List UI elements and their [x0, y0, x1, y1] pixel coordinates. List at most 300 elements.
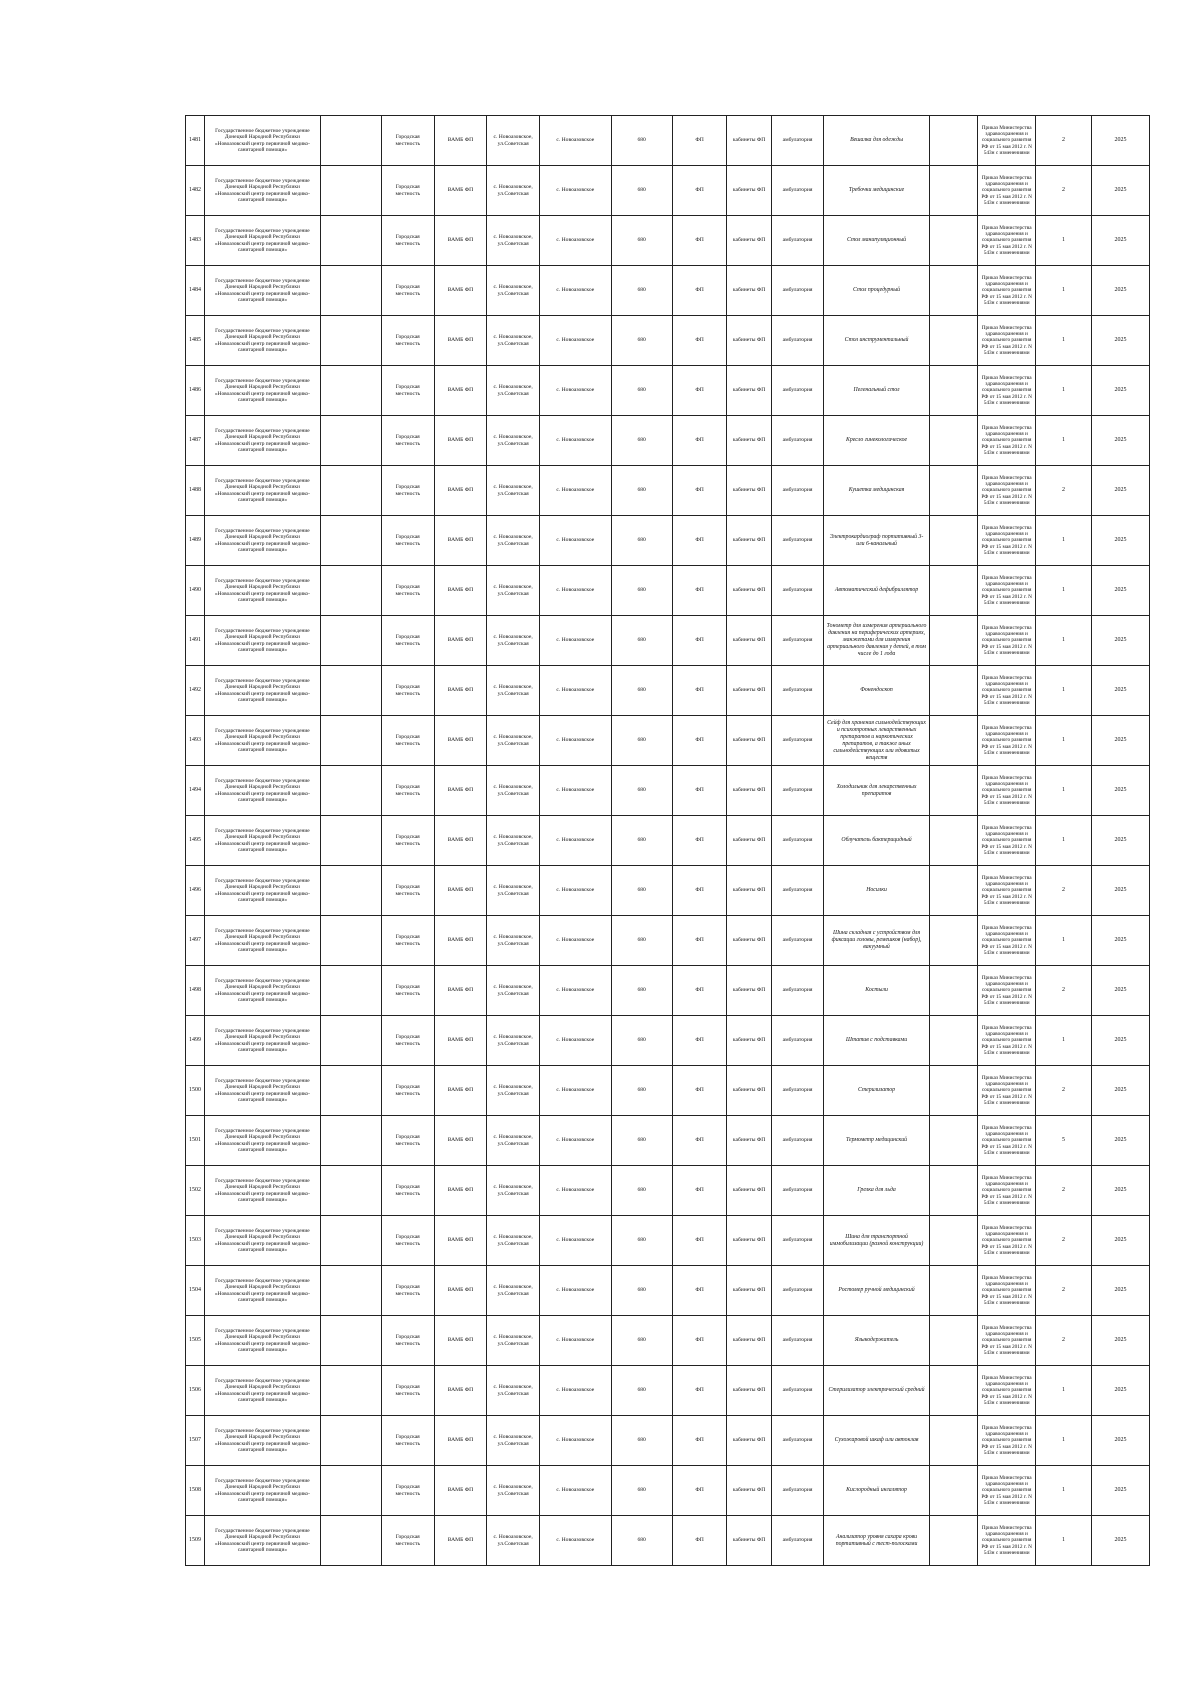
organization-cell: Государственное бюджетное учреждение Донецкой Народной Республики «Новоазовский центр первичной медико-санитарной помощи»	[204, 866, 320, 916]
type-cell: ФП	[672, 1066, 727, 1116]
room-cell: кабинеты ФП	[727, 716, 771, 766]
settlement-cell: с. Новоазовское	[539, 816, 611, 866]
quantity-cell: 2	[1036, 116, 1092, 166]
room-cell: кабинеты ФП	[727, 266, 771, 316]
settlement-cell: с. Новоазовское	[539, 1366, 611, 1416]
unit-cell: ВАМБ ФП	[434, 616, 487, 666]
locality-type-cell: Городская местность	[381, 566, 434, 616]
unit-cell: ВАМБ ФП	[434, 1316, 487, 1366]
empty-cell	[320, 1116, 381, 1166]
code-cell: 680	[611, 416, 672, 466]
code-cell: 680	[611, 1366, 672, 1416]
quantity-cell: 1	[1036, 1016, 1092, 1066]
equipment-name-cell: Кресло гинекологическое	[824, 416, 929, 466]
quantity-cell: 2	[1036, 1316, 1092, 1366]
room-cell: кабинеты ФП	[727, 116, 771, 166]
room-cell: кабинеты ФП	[727, 616, 771, 666]
room-cell: кабинеты ФП	[727, 666, 771, 716]
table-row	[186, 116, 1150, 166]
locality-type-cell: Городская местность	[381, 916, 434, 966]
quantity-cell: 2	[1036, 1216, 1092, 1266]
year-cell: 2025	[1091, 566, 1149, 616]
table-row	[186, 716, 1150, 766]
locality-type-cell: Городская местность	[381, 116, 434, 166]
room-cell: кабинеты ФП	[727, 916, 771, 966]
equipment-name-cell: Штатив с подставками	[824, 1016, 929, 1066]
settlement-cell: с. Новоазовское	[539, 416, 611, 466]
empty-cell	[320, 866, 381, 916]
table-row	[186, 666, 1150, 716]
type-cell: ФП	[672, 316, 727, 366]
type-cell: ФП	[672, 1516, 727, 1566]
year-cell: 2025	[1091, 1266, 1149, 1316]
empty-cell	[929, 1416, 977, 1466]
settlement-cell: с. Новоазовское	[539, 516, 611, 566]
settlement-cell: с. Новоазовское	[539, 1166, 611, 1216]
year-cell: 2025	[1091, 466, 1149, 516]
empty-cell	[320, 116, 381, 166]
locality-type-cell: Городская местность	[381, 716, 434, 766]
department-cell: амбулатория	[771, 1466, 824, 1516]
organization-cell: Государственное бюджетное учреждение Донецкой Народной Республики «Новоазовский центр первичной медико-санитарной помощи»	[204, 566, 320, 616]
empty-cell	[929, 366, 977, 416]
empty-cell	[320, 466, 381, 516]
row-number: 1483	[186, 216, 205, 266]
regulation-cell: Приказ Министерства здравоохранения и социального развития РФ от 15 мая 2012 г. N 543н с изменениями	[978, 916, 1036, 966]
empty-cell	[320, 566, 381, 616]
type-cell: ФП	[672, 1466, 727, 1516]
type-cell: ФП	[672, 166, 727, 216]
address-cell: с. Новоазовское, ул.Советская	[487, 116, 540, 166]
empty-cell	[929, 1016, 977, 1066]
table-row	[186, 766, 1150, 816]
year-cell: 2025	[1091, 266, 1149, 316]
quantity-cell: 1	[1036, 1416, 1092, 1466]
table-row	[186, 1116, 1150, 1166]
row-number: 1484	[186, 266, 205, 316]
year-cell: 2025	[1091, 1366, 1149, 1416]
equipment-name-cell: Термометр медицинский	[824, 1116, 929, 1166]
table-row	[186, 366, 1150, 416]
empty-cell	[320, 516, 381, 566]
table-row	[186, 1266, 1150, 1316]
code-cell: 680	[611, 1066, 672, 1116]
room-cell: кабинеты ФП	[727, 166, 771, 216]
code-cell: 680	[611, 216, 672, 266]
row-number: 1501	[186, 1116, 205, 1166]
empty-cell	[320, 1166, 381, 1216]
row-number: 1486	[186, 366, 205, 416]
equipment-name-cell: Кислородный ингалятор	[824, 1466, 929, 1516]
settlement-cell: с. Новоазовское	[539, 1116, 611, 1166]
equipment-table	[185, 115, 1150, 1566]
locality-type-cell: Городская местность	[381, 516, 434, 566]
equipment-name-cell: Фонендоскоп	[824, 666, 929, 716]
room-cell: кабинеты ФП	[727, 1016, 771, 1066]
room-cell: кабинеты ФП	[727, 766, 771, 816]
empty-cell	[320, 1216, 381, 1266]
year-cell: 2025	[1091, 1016, 1149, 1066]
year-cell: 2025	[1091, 116, 1149, 166]
quantity-cell: 1	[1036, 216, 1092, 266]
row-number: 1498	[186, 966, 205, 1016]
address-cell: с. Новоазовское, ул.Советская	[487, 416, 540, 466]
table-row	[186, 1166, 1150, 1216]
empty-cell	[929, 516, 977, 566]
code-cell: 680	[611, 1416, 672, 1466]
organization-cell: Государственное бюджетное учреждение Донецкой Народной Республики «Новоазовский центр первичной медико-санитарной помощи»	[204, 166, 320, 216]
empty-cell	[320, 816, 381, 866]
quantity-cell: 1	[1036, 616, 1092, 666]
settlement-cell: с. Новоазовское	[539, 266, 611, 316]
locality-type-cell: Городская местность	[381, 1016, 434, 1066]
unit-cell: ВАМБ ФП	[434, 316, 487, 366]
code-cell: 680	[611, 266, 672, 316]
organization-cell: Государственное бюджетное учреждение Донецкой Народной Республики «Новоазовский центр первичной медико-санитарной помощи»	[204, 1066, 320, 1116]
code-cell: 680	[611, 166, 672, 216]
type-cell: ФП	[672, 1416, 727, 1466]
empty-cell	[929, 466, 977, 516]
empty-cell	[320, 916, 381, 966]
unit-cell: ВАМБ ФП	[434, 516, 487, 566]
department-cell: амбулатория	[771, 1166, 824, 1216]
settlement-cell: с. Новоазовское	[539, 316, 611, 366]
locality-type-cell: Городская местность	[381, 966, 434, 1016]
row-number: 1488	[186, 466, 205, 516]
regulation-cell: Приказ Министерства здравоохранения и социального развития РФ от 15 мая 2012 г. N 543н с изменениями	[978, 816, 1036, 866]
unit-cell: ВАМБ ФП	[434, 1366, 487, 1416]
organization-cell: Государственное бюджетное учреждение Донецкой Народной Республики «Новоазовский центр первичной медико-санитарной помощи»	[204, 466, 320, 516]
equipment-name-cell: Шина складная с устройством для фиксации головы, ремешков (набор), вакуумный	[824, 916, 929, 966]
code-cell: 680	[611, 316, 672, 366]
department-cell: амбулатория	[771, 766, 824, 816]
row-number: 1487	[186, 416, 205, 466]
row-number: 1503	[186, 1216, 205, 1266]
department-cell: амбулатория	[771, 1016, 824, 1066]
empty-cell	[320, 1016, 381, 1066]
quantity-cell: 1	[1036, 716, 1092, 766]
department-cell: амбулатория	[771, 566, 824, 616]
organization-cell: Государственное бюджетное учреждение Донецкой Народной Республики «Новоазовский центр первичной медико-санитарной помощи»	[204, 716, 320, 766]
room-cell: кабинеты ФП	[727, 966, 771, 1016]
address-cell: с. Новоазовское, ул.Советская	[487, 1366, 540, 1416]
row-number: 1504	[186, 1266, 205, 1316]
empty-cell	[929, 416, 977, 466]
room-cell: кабинеты ФП	[727, 1066, 771, 1116]
row-number: 1482	[186, 166, 205, 216]
quantity-cell: 1	[1036, 516, 1092, 566]
code-cell: 680	[611, 766, 672, 816]
empty-cell	[929, 1466, 977, 1516]
quantity-cell: 2	[1036, 1266, 1092, 1316]
department-cell: амбулатория	[771, 1366, 824, 1416]
code-cell: 680	[611, 1016, 672, 1066]
organization-cell: Государственное бюджетное учреждение Донецкой Народной Республики «Новоазовский центр первичной медико-санитарной помощи»	[204, 766, 320, 816]
empty-cell	[320, 416, 381, 466]
settlement-cell: с. Новоазовское	[539, 1016, 611, 1066]
regulation-cell: Приказ Министерства здравоохранения и социального развития РФ от 15 мая 2012 г. N 543н с изменениями	[978, 416, 1036, 466]
quantity-cell: 5	[1036, 1116, 1092, 1166]
department-cell: амбулатория	[771, 916, 824, 966]
department-cell: амбулатория	[771, 666, 824, 716]
room-cell: кабинеты ФП	[727, 466, 771, 516]
regulation-cell: Приказ Министерства здравоохранения и социального развития РФ от 15 мая 2012 г. N 543н с изменениями	[978, 1516, 1036, 1566]
regulation-cell: Приказ Министерства здравоохранения и социального развития РФ от 15 мая 2012 г. N 543н с изменениями	[978, 966, 1036, 1016]
unit-cell: ВАМБ ФП	[434, 416, 487, 466]
row-number: 1500	[186, 1066, 205, 1116]
address-cell: с. Новоазовское, ул.Советская	[487, 1466, 540, 1516]
empty-cell	[929, 316, 977, 366]
room-cell: кабинеты ФП	[727, 1316, 771, 1366]
row-number: 1502	[186, 1166, 205, 1216]
department-cell: амбулатория	[771, 1516, 824, 1566]
settlement-cell: с. Новоазовское	[539, 1316, 611, 1366]
regulation-cell: Приказ Министерства здравоохранения и социального развития РФ от 15 мая 2012 г. N 543н с изменениями	[978, 766, 1036, 816]
department-cell: амбулатория	[771, 266, 824, 316]
settlement-cell: с. Новоазовское	[539, 1216, 611, 1266]
room-cell: кабинеты ФП	[727, 816, 771, 866]
table-row	[186, 166, 1150, 216]
address-cell: с. Новоазовское, ул.Советская	[487, 1266, 540, 1316]
empty-cell	[320, 1066, 381, 1116]
settlement-cell: с. Новоазовское	[539, 566, 611, 616]
organization-cell: Государственное бюджетное учреждение Донецкой Народной Республики «Новоазовский центр первичной медико-санитарной помощи»	[204, 316, 320, 366]
address-cell: с. Новоазовское, ул.Советская	[487, 1316, 540, 1366]
row-number: 1497	[186, 916, 205, 966]
room-cell: кабинеты ФП	[727, 1416, 771, 1466]
address-cell: с. Новоазовское, ул.Советская	[487, 1016, 540, 1066]
address-cell: с. Новоазовское, ул.Советская	[487, 616, 540, 666]
room-cell: кабинеты ФП	[727, 1266, 771, 1316]
empty-cell	[320, 1516, 381, 1566]
table-row	[186, 616, 1150, 666]
equipment-name-cell: Требочки медицинские	[824, 166, 929, 216]
room-cell: кабинеты ФП	[727, 366, 771, 416]
quantity-cell: 1	[1036, 1466, 1092, 1516]
department-cell: амбулатория	[771, 466, 824, 516]
regulation-cell: Приказ Министерства здравоохранения и социального развития РФ от 15 мая 2012 г. N 543н с изменениями	[978, 1116, 1036, 1166]
unit-cell: ВАМБ ФП	[434, 116, 487, 166]
quantity-cell: 2	[1036, 966, 1092, 1016]
empty-cell	[929, 666, 977, 716]
organization-cell: Государственное бюджетное учреждение Донецкой Народной Республики «Новоазовский центр первичной медико-санитарной помощи»	[204, 1466, 320, 1516]
quantity-cell: 2	[1036, 466, 1092, 516]
unit-cell: ВАМБ ФП	[434, 1266, 487, 1316]
organization-cell: Государственное бюджетное учреждение Донецкой Народной Республики «Новоазовский центр первичной медико-санитарной помощи»	[204, 1366, 320, 1416]
year-cell: 2025	[1091, 1066, 1149, 1116]
type-cell: ФП	[672, 1166, 727, 1216]
settlement-cell: с. Новоазовское	[539, 116, 611, 166]
address-cell: с. Новоазовское, ул.Советская	[487, 966, 540, 1016]
unit-cell: ВАМБ ФП	[434, 366, 487, 416]
row-number: 1508	[186, 1466, 205, 1516]
code-cell: 680	[611, 1116, 672, 1166]
year-cell: 2025	[1091, 1116, 1149, 1166]
equipment-name-cell: Стол манипуляционный	[824, 216, 929, 266]
department-cell: амбулатория	[771, 866, 824, 916]
type-cell: ФП	[672, 716, 727, 766]
unit-cell: ВАМБ ФП	[434, 566, 487, 616]
regulation-cell: Приказ Министерства здравоохранения и социального развития РФ от 15 мая 2012 г. N 543н с изменениями	[978, 1266, 1036, 1316]
equipment-name-cell: Носилки	[824, 866, 929, 916]
organization-cell: Государственное бюджетное учреждение Донецкой Народной Республики «Новоазовский центр первичной медико-санитарной помощи»	[204, 616, 320, 666]
code-cell: 680	[611, 616, 672, 666]
equipment-name-cell: Пеленальный стол	[824, 366, 929, 416]
locality-type-cell: Городская местность	[381, 666, 434, 716]
empty-cell	[320, 166, 381, 216]
code-cell: 680	[611, 366, 672, 416]
department-cell: амбулатория	[771, 316, 824, 366]
empty-cell	[320, 366, 381, 416]
organization-cell: Государственное бюджетное учреждение Донецкой Народной Республики «Новоазовский центр первичной медико-санитарной помощи»	[204, 816, 320, 866]
unit-cell: ВАМБ ФП	[434, 1066, 487, 1116]
code-cell: 680	[611, 1266, 672, 1316]
table-row	[186, 466, 1150, 516]
type-cell: ФП	[672, 816, 727, 866]
organization-cell: Государственное бюджетное учреждение Донецкой Народной Республики «Новоазовский центр первичной медико-санитарной помощи»	[204, 1316, 320, 1366]
address-cell: с. Новоазовское, ул.Советская	[487, 316, 540, 366]
empty-cell	[929, 616, 977, 666]
type-cell: ФП	[672, 266, 727, 316]
type-cell: ФП	[672, 916, 727, 966]
unit-cell: ВАМБ ФП	[434, 1516, 487, 1566]
settlement-cell: с. Новоазовское	[539, 966, 611, 1016]
unit-cell: ВАМБ ФП	[434, 966, 487, 1016]
year-cell: 2025	[1091, 1166, 1149, 1216]
type-cell: ФП	[672, 216, 727, 266]
department-cell: амбулатория	[771, 116, 824, 166]
code-cell: 680	[611, 916, 672, 966]
settlement-cell: с. Новоазовское	[539, 1066, 611, 1116]
locality-type-cell: Городская местность	[381, 1466, 434, 1516]
empty-cell	[929, 566, 977, 616]
unit-cell: ВАМБ ФП	[434, 916, 487, 966]
unit-cell: ВАМБ ФП	[434, 266, 487, 316]
equipment-name-cell: Сухожаровой шкаф или автоклав	[824, 1416, 929, 1466]
empty-cell	[929, 966, 977, 1016]
type-cell: ФП	[672, 616, 727, 666]
type-cell: ФП	[672, 466, 727, 516]
empty-cell	[929, 1516, 977, 1566]
unit-cell: ВАМБ ФП	[434, 816, 487, 866]
regulation-cell: Приказ Министерства здравоохранения и социального развития РФ от 15 мая 2012 г. N 543н с изменениями	[978, 616, 1036, 666]
code-cell: 680	[611, 566, 672, 616]
locality-type-cell: Городская местность	[381, 816, 434, 866]
regulation-cell: Приказ Министерства здравоохранения и социального развития РФ от 15 мая 2012 г. N 543н с изменениями	[978, 366, 1036, 416]
equipment-name-cell: Грелка для льда	[824, 1166, 929, 1216]
quantity-cell: 2	[1036, 1066, 1092, 1116]
settlement-cell: с. Новоазовское	[539, 666, 611, 716]
code-cell: 680	[611, 1466, 672, 1516]
row-number: 1490	[186, 566, 205, 616]
code-cell: 680	[611, 966, 672, 1016]
locality-type-cell: Городская местность	[381, 316, 434, 366]
organization-cell: Государственное бюджетное учреждение Донецкой Народной Республики «Новоазовский центр первичной медико-санитарной помощи»	[204, 1266, 320, 1316]
empty-cell	[929, 1066, 977, 1116]
equipment-name-cell: Ростомер ручной медицинский	[824, 1266, 929, 1316]
locality-type-cell: Городская местность	[381, 616, 434, 666]
code-cell: 680	[611, 666, 672, 716]
year-cell: 2025	[1091, 916, 1149, 966]
row-number: 1494	[186, 766, 205, 816]
empty-cell	[320, 966, 381, 1016]
empty-cell	[929, 1166, 977, 1216]
equipment-name-cell: Автоматический дефибриллятор	[824, 566, 929, 616]
empty-cell	[320, 1366, 381, 1416]
equipment-name-cell: Вешалка для одежды	[824, 116, 929, 166]
department-cell: амбулатория	[771, 516, 824, 566]
year-cell: 2025	[1091, 216, 1149, 266]
table-row	[186, 266, 1150, 316]
address-cell: с. Новоазовское, ул.Советская	[487, 216, 540, 266]
address-cell: с. Новоазовское, ул.Советская	[487, 166, 540, 216]
department-cell: амбулатория	[771, 1316, 824, 1366]
locality-type-cell: Городская местность	[381, 1316, 434, 1366]
type-cell: ФП	[672, 766, 727, 816]
locality-type-cell: Городская местность	[381, 1416, 434, 1466]
regulation-cell: Приказ Министерства здравоохранения и социального развития РФ от 15 мая 2012 г. N 543н с изменениями	[978, 316, 1036, 366]
quantity-cell: 1	[1036, 366, 1092, 416]
settlement-cell: с. Новоазовское	[539, 916, 611, 966]
empty-cell	[320, 1316, 381, 1366]
empty-cell	[929, 216, 977, 266]
organization-cell: Государственное бюджетное учреждение Донецкой Народной Республики «Новоазовский центр первичной медико-санитарной помощи»	[204, 1216, 320, 1266]
locality-type-cell: Городская местность	[381, 466, 434, 516]
address-cell: с. Новоазовское, ул.Советская	[487, 566, 540, 616]
room-cell: кабинеты ФП	[727, 1366, 771, 1416]
row-number: 1485	[186, 316, 205, 366]
code-cell: 680	[611, 466, 672, 516]
empty-cell	[929, 1266, 977, 1316]
year-cell: 2025	[1091, 1216, 1149, 1266]
regulation-cell: Приказ Министерства здравоохранения и социального развития РФ от 15 мая 2012 г. N 543н с изменениями	[978, 1216, 1036, 1266]
quantity-cell: 1	[1036, 1516, 1092, 1566]
table-row	[186, 1016, 1150, 1066]
quantity-cell: 1	[1036, 566, 1092, 616]
type-cell: ФП	[672, 1366, 727, 1416]
organization-cell: Государственное бюджетное учреждение Донецкой Народной Республики «Новоазовский центр первичной медико-санитарной помощи»	[204, 1516, 320, 1566]
table-row	[186, 566, 1150, 616]
address-cell: с. Новоазовское, ул.Советская	[487, 1416, 540, 1466]
settlement-cell: с. Новоазовское	[539, 1466, 611, 1516]
table-row	[186, 1416, 1150, 1466]
code-cell: 680	[611, 1166, 672, 1216]
regulation-cell: Приказ Министерства здравоохранения и социального развития РФ от 15 мая 2012 г. N 543н с изменениями	[978, 1066, 1036, 1116]
year-cell: 2025	[1091, 616, 1149, 666]
room-cell: кабинеты ФП	[727, 416, 771, 466]
regulation-cell: Приказ Министерства здравоохранения и социального развития РФ от 15 мая 2012 г. N 543н с изменениями	[978, 166, 1036, 216]
locality-type-cell: Городская местность	[381, 766, 434, 816]
year-cell: 2025	[1091, 816, 1149, 866]
quantity-cell: 1	[1036, 416, 1092, 466]
unit-cell: ВАМБ ФП	[434, 216, 487, 266]
regulation-cell: Приказ Министерства здравоохранения и социального развития РФ от 15 мая 2012 г. N 543н с изменениями	[978, 116, 1036, 166]
settlement-cell: с. Новоазовское	[539, 716, 611, 766]
quantity-cell: 1	[1036, 916, 1092, 966]
organization-cell: Государственное бюджетное учреждение Донецкой Народной Республики «Новоазовский центр первичной медико-санитарной помощи»	[204, 916, 320, 966]
type-cell: ФП	[672, 1116, 727, 1166]
regulation-cell: Приказ Министерства здравоохранения и социального развития РФ от 15 мая 2012 г. N 543н с изменениями	[978, 216, 1036, 266]
settlement-cell: с. Новоазовское	[539, 866, 611, 916]
empty-cell	[320, 266, 381, 316]
year-cell: 2025	[1091, 1516, 1149, 1566]
type-cell: ФП	[672, 1016, 727, 1066]
unit-cell: ВАМБ ФП	[434, 1166, 487, 1216]
table-row	[186, 916, 1150, 966]
empty-cell	[929, 1316, 977, 1366]
regulation-cell: Приказ Министерства здравоохранения и социального развития РФ от 15 мая 2012 г. N 543н с изменениями	[978, 1416, 1036, 1466]
unit-cell: ВАМБ ФП	[434, 466, 487, 516]
